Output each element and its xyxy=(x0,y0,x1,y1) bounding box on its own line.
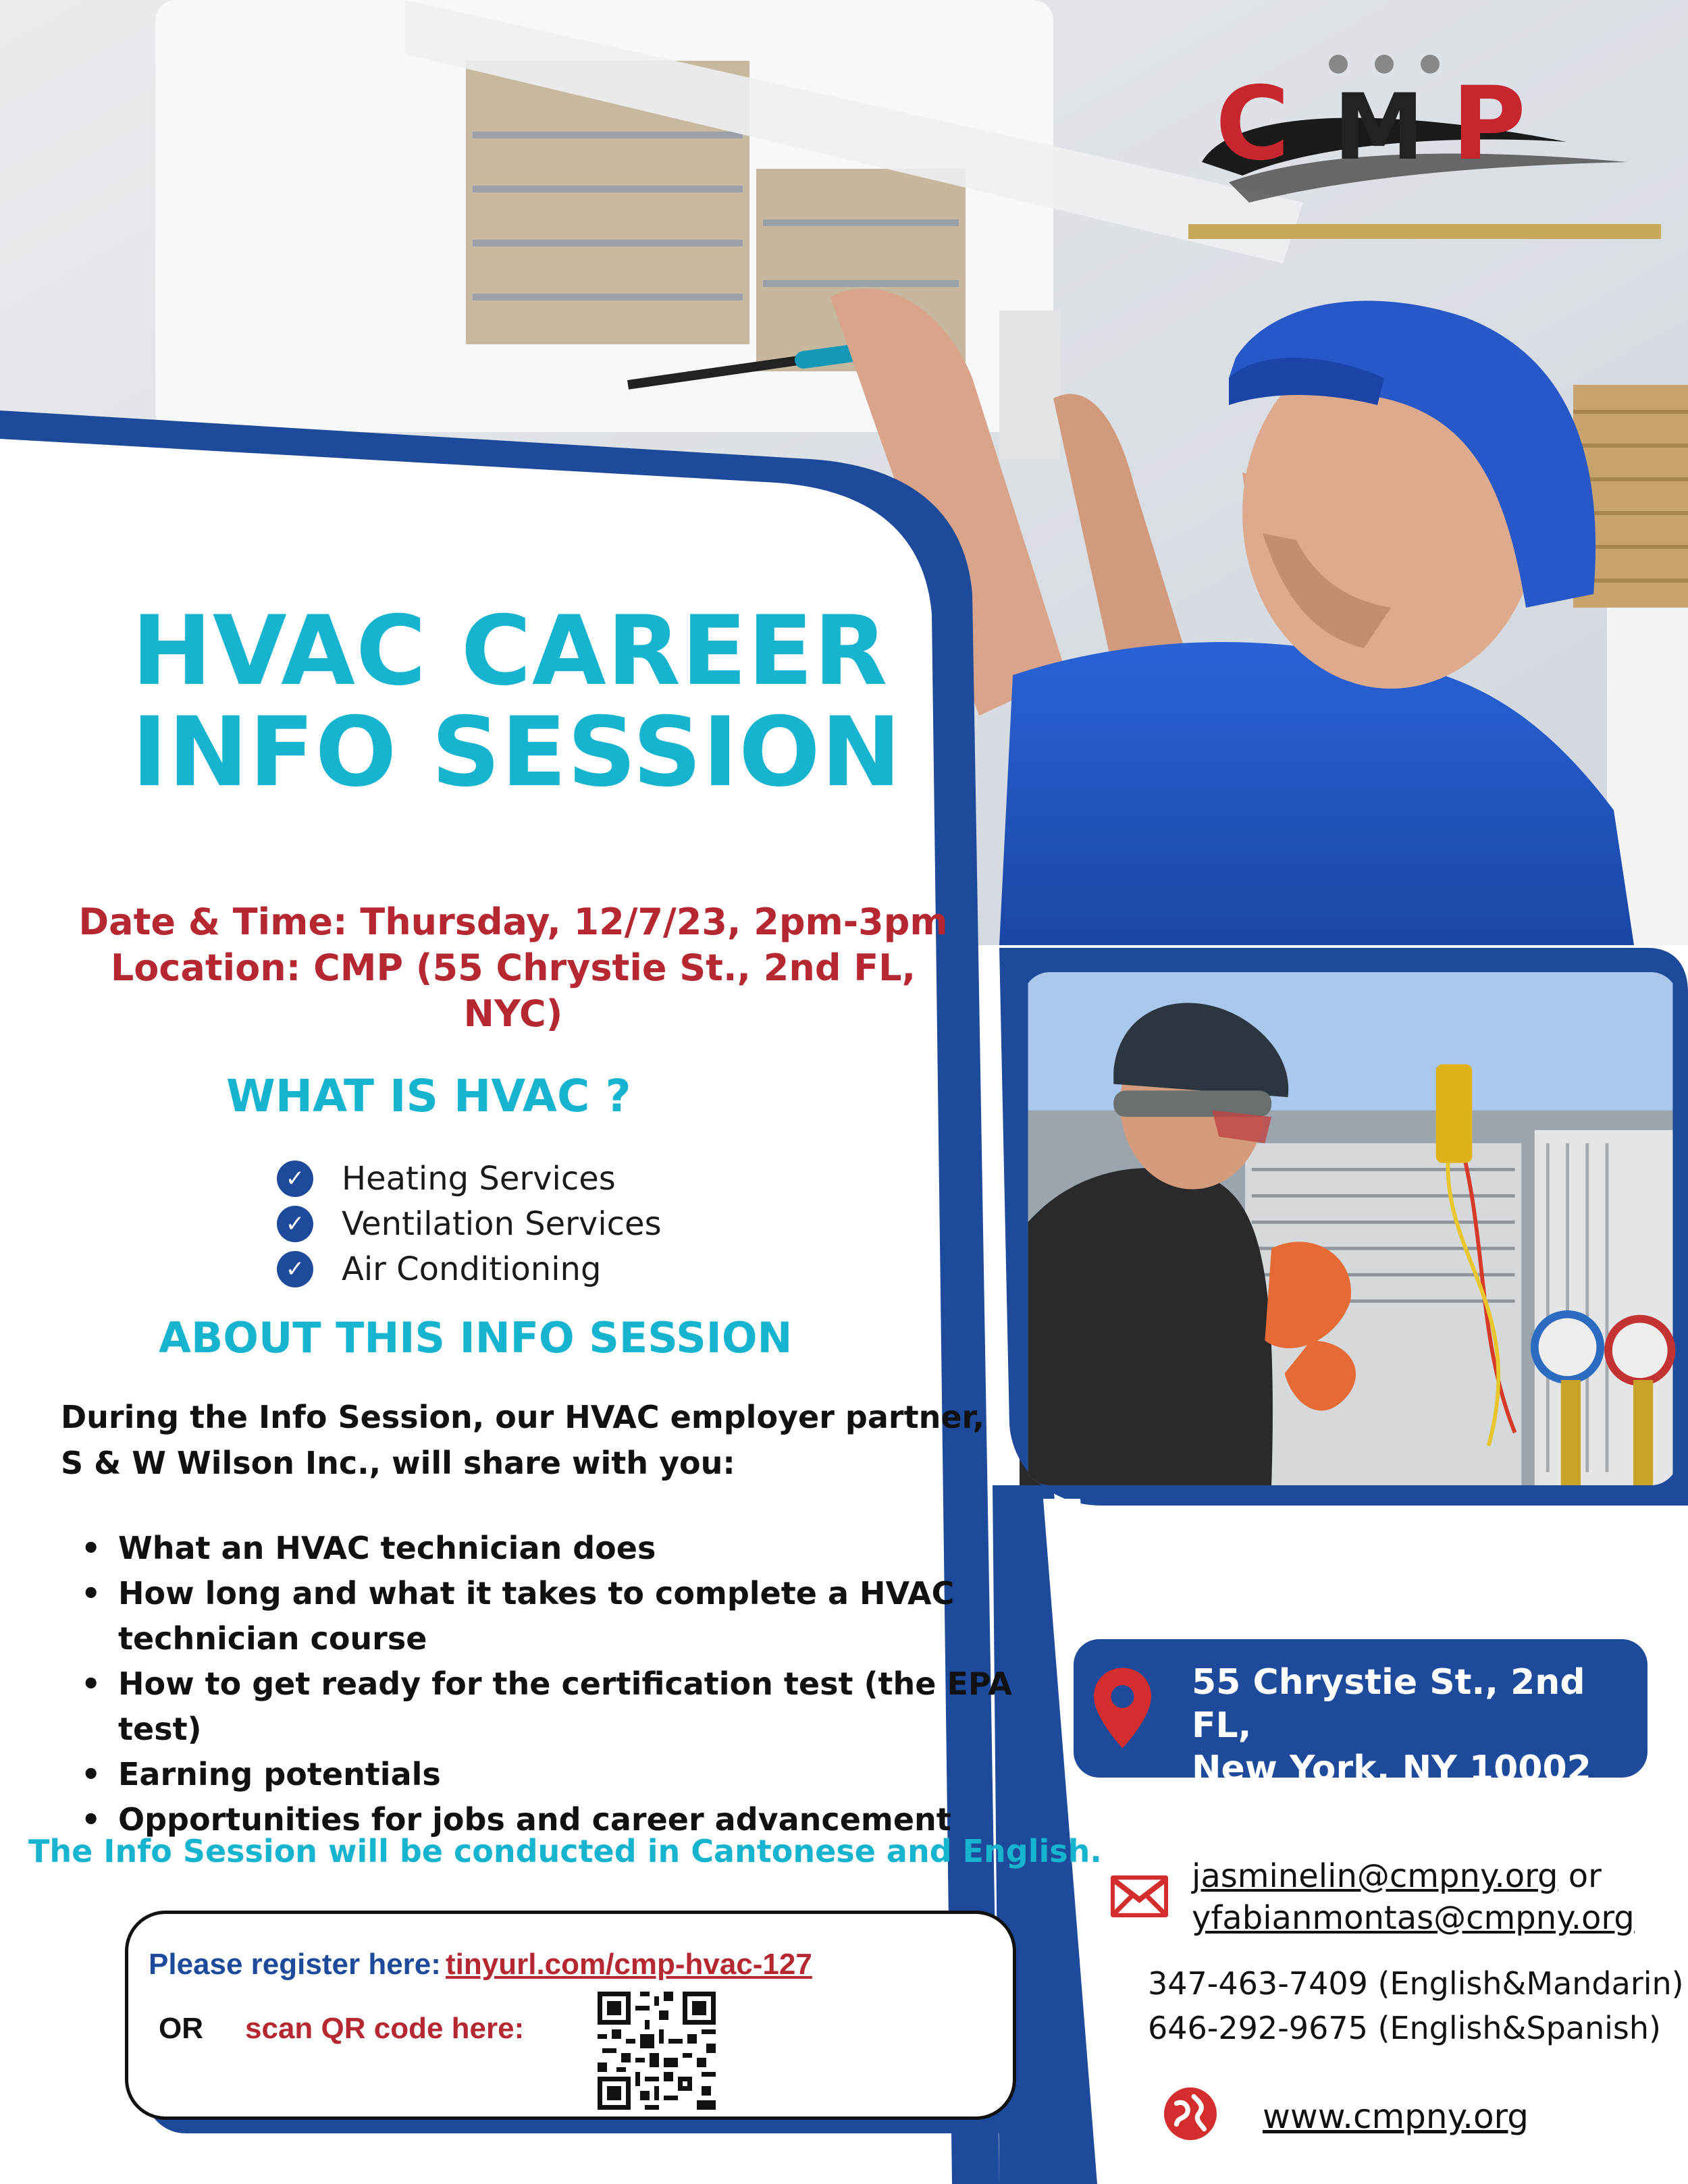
checklist-item-label: Ventilation Services xyxy=(342,1204,662,1243)
intro-line-1: During the Info Session, our HVAC employer partner, xyxy=(61,1399,984,1435)
qr-code[interactable] xyxy=(598,1992,716,2110)
email-link-2[interactable]: yfabianmontas@cmpny.org xyxy=(1192,1899,1635,1937)
checkmark-icon: ✓ xyxy=(277,1206,313,1242)
phone-2[interactable]: 646-292-9675 (English&Spanish) xyxy=(1148,2010,1661,2046)
checkmark-icon: ✓ xyxy=(277,1251,313,1287)
email-icon xyxy=(1111,1875,1168,1917)
rooftop-technician-photo-inner xyxy=(1023,972,1678,1485)
scan-qr-label: scan QR code here: xyxy=(245,2012,525,2045)
list-item: • What an HVAC technician does xyxy=(81,1526,1026,1571)
list-item: • Opportunities for jobs and career advancement xyxy=(81,1797,1026,1842)
cmp-logo xyxy=(1188,47,1661,250)
list-item: • Earning potentials xyxy=(81,1752,1026,1797)
page-title xyxy=(132,595,942,808)
globe-icon xyxy=(1163,2086,1218,2141)
event-details xyxy=(68,899,959,1037)
logo-p: P xyxy=(1452,65,1526,183)
email-or: or xyxy=(1558,1857,1602,1895)
session-topics-list xyxy=(81,1526,1026,1842)
language-note: The Info Session will be conducted in Cantonese and English. xyxy=(28,1833,1102,1869)
address-text xyxy=(1192,1661,1631,1790)
phone-1[interactable]: 347-463-7409 (English&Mandarin) xyxy=(1148,1965,1684,2002)
checklist-item xyxy=(277,1246,662,1291)
checklist-item xyxy=(277,1201,662,1246)
event-location: Location: CMP (55 Chrystie St., 2nd FL, NYC) xyxy=(110,947,916,1035)
logo-c: C xyxy=(1215,65,1290,183)
what-is-hvac-heading: WHAT IS HVAC ? xyxy=(226,1070,631,1122)
register-link[interactable]: tinyurl.com/cmp-hvac-127 xyxy=(446,1948,812,1981)
event-datetime: Date & Time: Thursday, 12/7/23, 2pm-3pm xyxy=(78,901,948,943)
contact-phones xyxy=(1148,1961,1684,2050)
logo-m: M xyxy=(1334,74,1425,180)
email-link-1[interactable]: jasminelin@cmpny.org xyxy=(1192,1857,1558,1895)
title-line-1: HVAC CAREER xyxy=(132,595,889,707)
about-session-heading: ABOUT THIS INFO SESSION xyxy=(159,1313,793,1362)
list-item: • How to get ready for the certification test (the EPA test) xyxy=(81,1661,1026,1752)
about-intro xyxy=(61,1394,1006,1486)
contact-emails xyxy=(1192,1855,1635,1939)
website-link[interactable]: www.cmpny.org xyxy=(1263,2097,1529,2136)
hvac-checklist xyxy=(277,1156,662,1291)
checklist-item xyxy=(277,1156,662,1201)
register-or: OR xyxy=(159,2012,203,2045)
photo-rim xyxy=(1023,972,1678,1485)
location-pin-icon xyxy=(1094,1668,1151,1749)
list-item: • How long and what it takes to complete a HVAC technician course xyxy=(81,1571,955,1661)
address-line-2: New York, NY 10002 xyxy=(1192,1749,1591,1789)
checklist-item-label: Air Conditioning xyxy=(342,1250,602,1288)
register-label: Please register here: xyxy=(149,1948,441,1981)
checkmark-icon: ✓ xyxy=(277,1161,313,1197)
checklist-item-label: Heating Services xyxy=(342,1159,616,1198)
title-line-2: INFO SESSION xyxy=(132,697,902,808)
intro-line-2: S & W Wilson Inc., will share with you: xyxy=(61,1445,735,1481)
address-line-1: 55 Chrystie St., 2nd FL, xyxy=(1192,1662,1585,1746)
